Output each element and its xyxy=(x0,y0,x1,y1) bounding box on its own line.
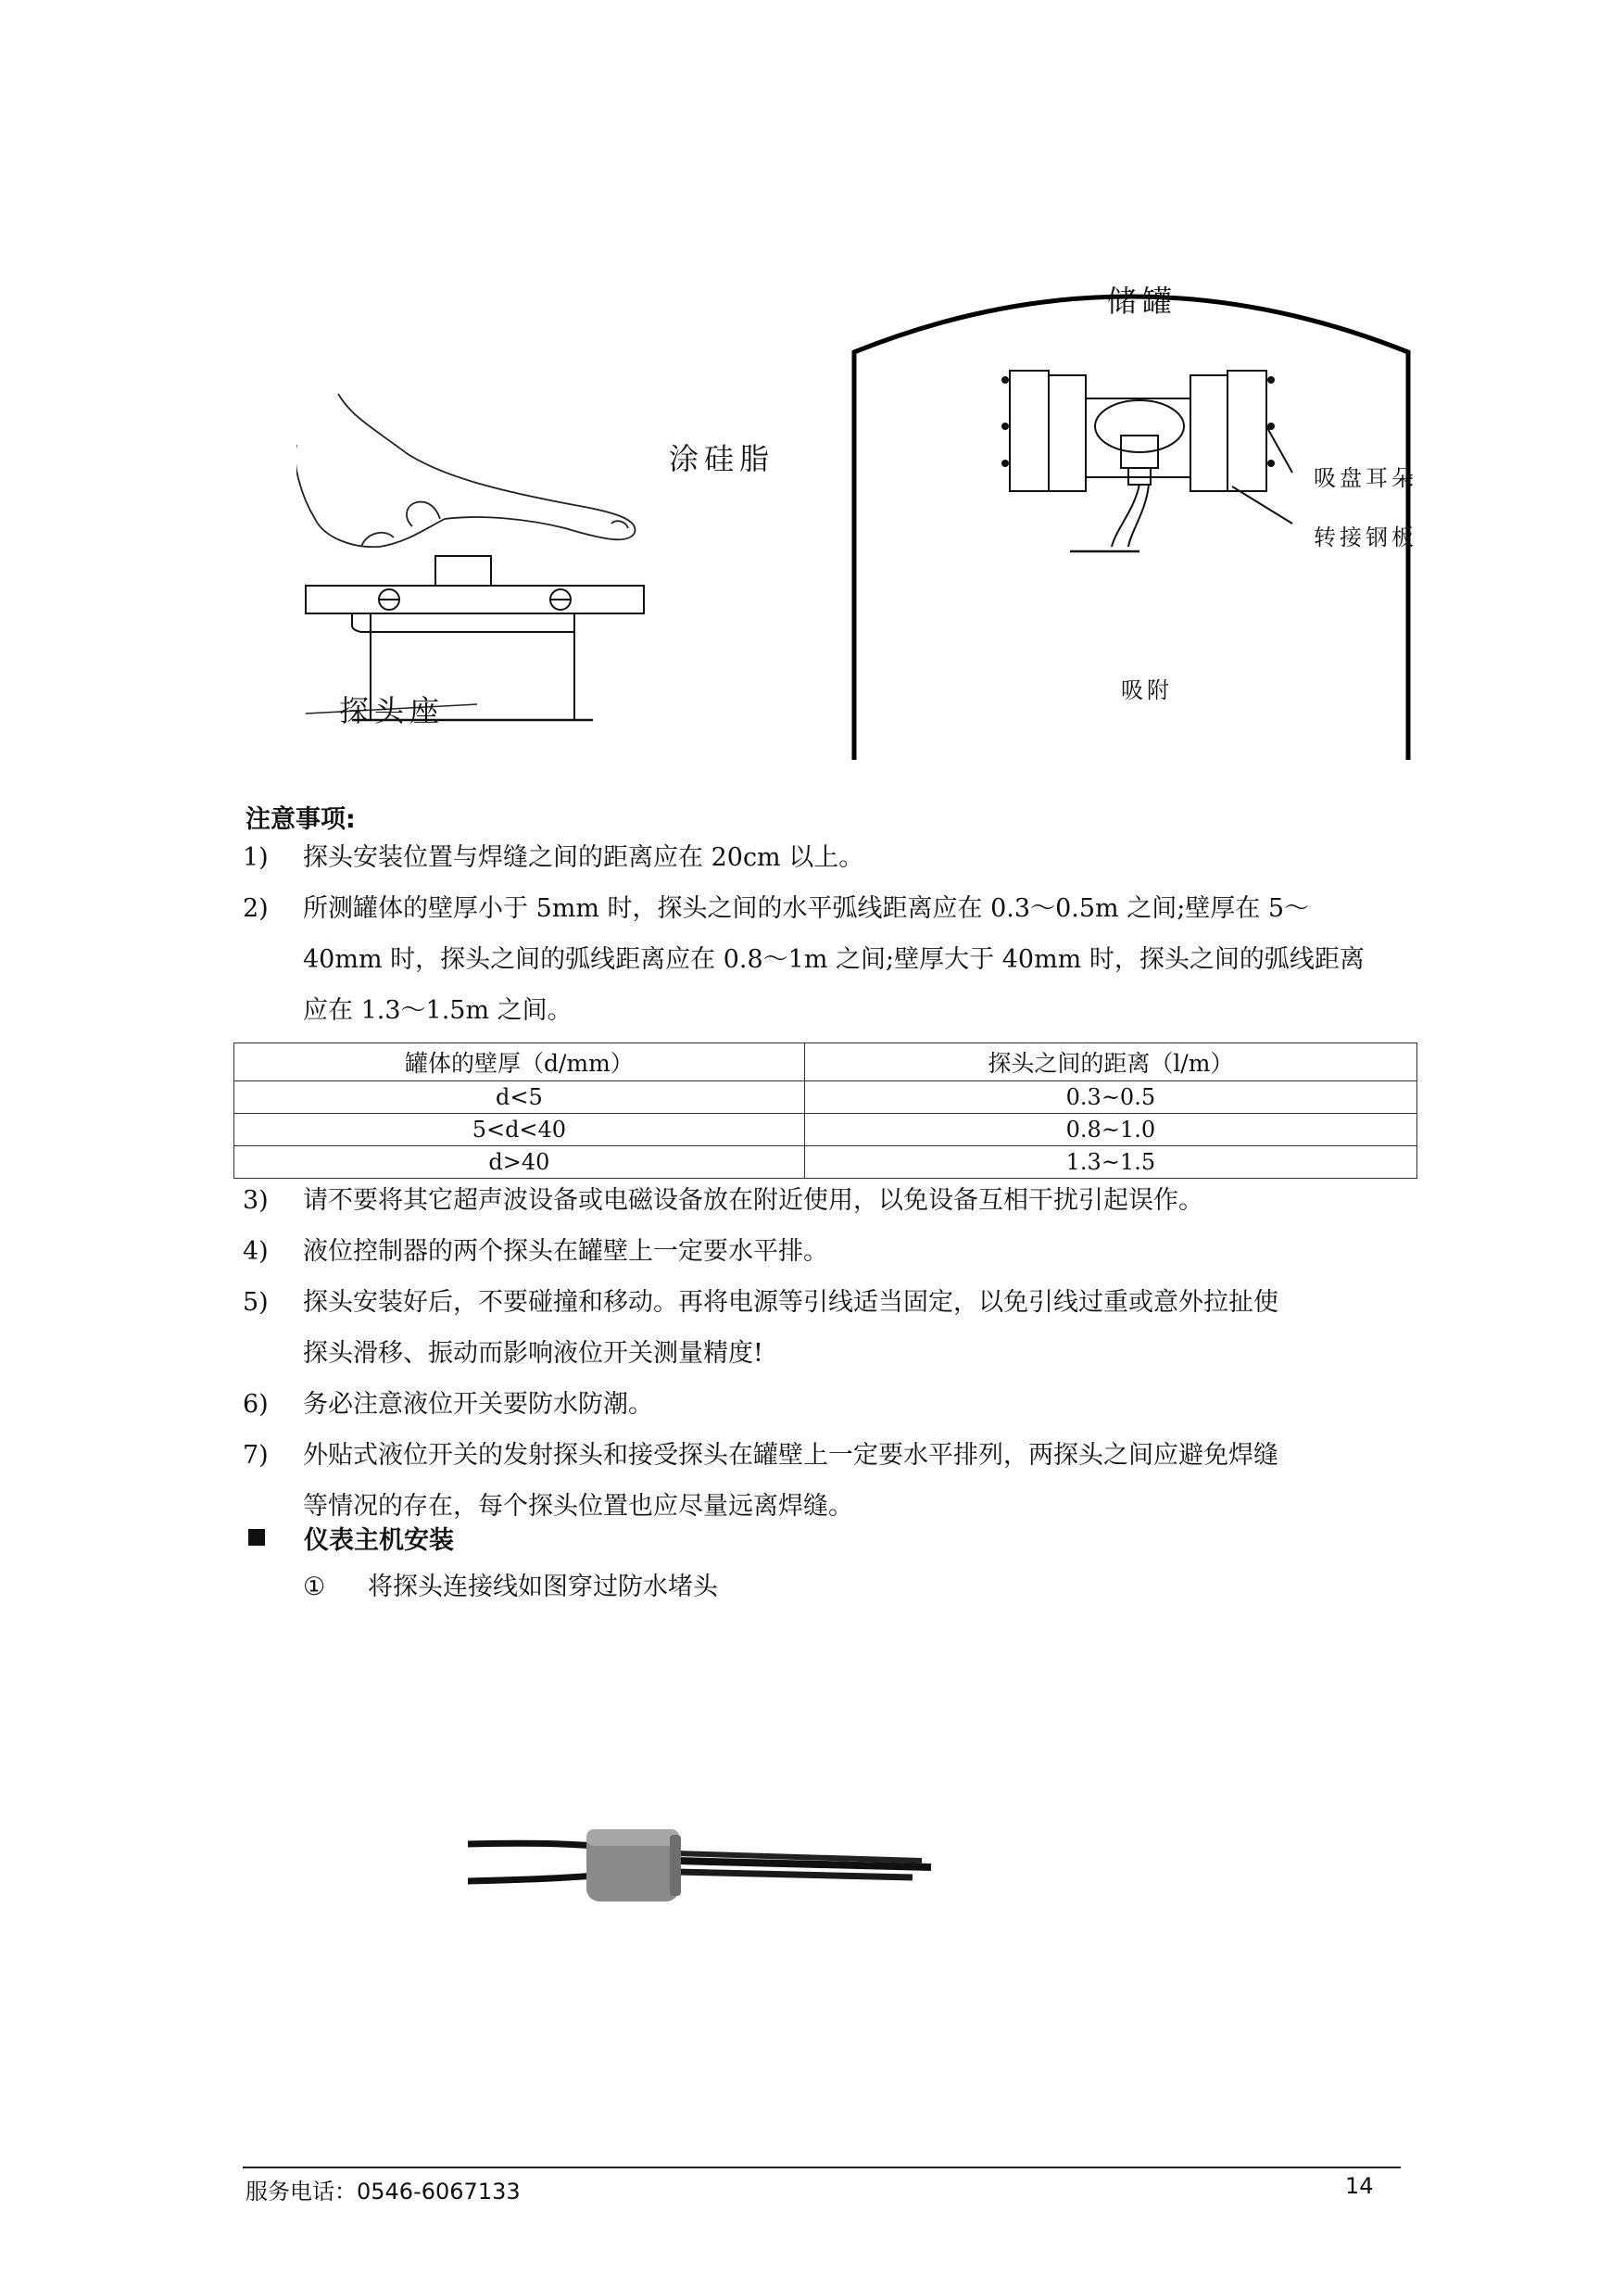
note-text-line: 探头安装好后，不要碰撞和移动。再将电源等引线适当固定，以免引线过重或意外拉扯使 xyxy=(303,1288,1278,1317)
service-phone: 服务电话：0546-6067133 xyxy=(245,2179,521,2205)
table-cell: 5<d<40 xyxy=(234,1114,805,1146)
table-cell: 1.3~1.5 xyxy=(804,1146,1416,1179)
note-text-line: 应在 1.3～1.5m 之间。 xyxy=(303,996,573,1025)
suction-ear-label: 吸盘耳朵 xyxy=(1314,465,1417,491)
footer-divider xyxy=(243,2167,1401,2168)
note-item-6 xyxy=(243,1379,1410,1430)
step-text: 将探头连接线如图穿过防水堵头 xyxy=(368,1573,718,1601)
table-row xyxy=(234,1146,1417,1179)
note-number: 5) xyxy=(243,1288,269,1317)
note-text: 请不要将其它超声波设备或电磁设备放在附近使用，以免设备互相干扰引起误作。 xyxy=(303,1186,1203,1215)
note-text: 探头安装位置与焊缝之间的距离应在 20cm 以上。 xyxy=(303,843,864,872)
note-number: 6) xyxy=(243,1390,269,1419)
note-number: 1) xyxy=(243,843,269,872)
table-row xyxy=(234,1114,1417,1146)
section-title: 仪表主机安装 xyxy=(304,1526,454,1555)
wall-thickness-table xyxy=(233,1042,1417,1179)
page-number: 14 xyxy=(1345,2173,1374,2199)
note-text-line: 所测罐体的壁厚小于 5mm 时，探头之间的水平弧线距离应在 0.3～0.5m 之间;壁厚在 5～ xyxy=(303,894,1310,923)
install-step-1 xyxy=(303,1561,1137,1612)
cable-plug-photo xyxy=(468,1816,950,1918)
table-cell: 0.3~0.5 xyxy=(804,1081,1416,1114)
note-item-1 xyxy=(243,832,1410,883)
square-bullet-icon xyxy=(248,1529,265,1546)
table-cell: d<5 xyxy=(234,1081,805,1114)
table-header-cell: 探头之间的距离（l/m） xyxy=(804,1043,1416,1081)
note-text-line: 探头滑移、振动而影响液位开关测量精度! xyxy=(303,1339,763,1368)
table-cell: 0.8~1.0 xyxy=(804,1114,1416,1146)
note-text: 液位控制器的两个探头在罐壁上一定要水平排。 xyxy=(303,1237,828,1266)
notes-heading: 注意事项: xyxy=(245,805,356,834)
note-item-7 xyxy=(243,1430,1410,1532)
note-text-line: 40mm 时，探头之间的弧线距离应在 0.8～1m 之间;壁厚大于 40mm 时，探头之间的弧线距离 xyxy=(303,945,1365,974)
note-text-line: 等情况的存在，每个探头位置也应尽量远离焊缝。 xyxy=(303,1492,853,1521)
table-header-cell: 罐体的壁厚（d/mm） xyxy=(234,1043,805,1081)
note-number: 7) xyxy=(243,1441,269,1470)
table-header-row xyxy=(234,1043,1417,1081)
table-row xyxy=(234,1081,1417,1114)
note-item-5 xyxy=(243,1277,1410,1379)
tank-label: 储罐 xyxy=(1107,284,1178,319)
grease-label: 涂硅脂 xyxy=(669,441,775,476)
note-text: 务必注意液位开关要防水防潮。 xyxy=(303,1390,653,1419)
table-cell: d>40 xyxy=(234,1146,805,1179)
note-text-line: 外贴式液位开关的发射探头和接受探头在罐壁上一定要水平排列，两探头之间应避免焊缝 xyxy=(303,1441,1278,1470)
note-number: 2) xyxy=(243,894,269,923)
note-number: 4) xyxy=(243,1237,269,1266)
adsorb-label: 吸附 xyxy=(1121,677,1173,703)
note-item-4 xyxy=(243,1226,1410,1277)
circled-number-marker: ① xyxy=(303,1573,326,1601)
note-item-2 xyxy=(243,883,1410,1036)
adapter-plate-label: 转接钢板 xyxy=(1314,524,1417,550)
note-number: 3) xyxy=(243,1186,269,1215)
probe-base-label: 探头座 xyxy=(339,693,446,728)
note-item-3 xyxy=(243,1175,1410,1226)
